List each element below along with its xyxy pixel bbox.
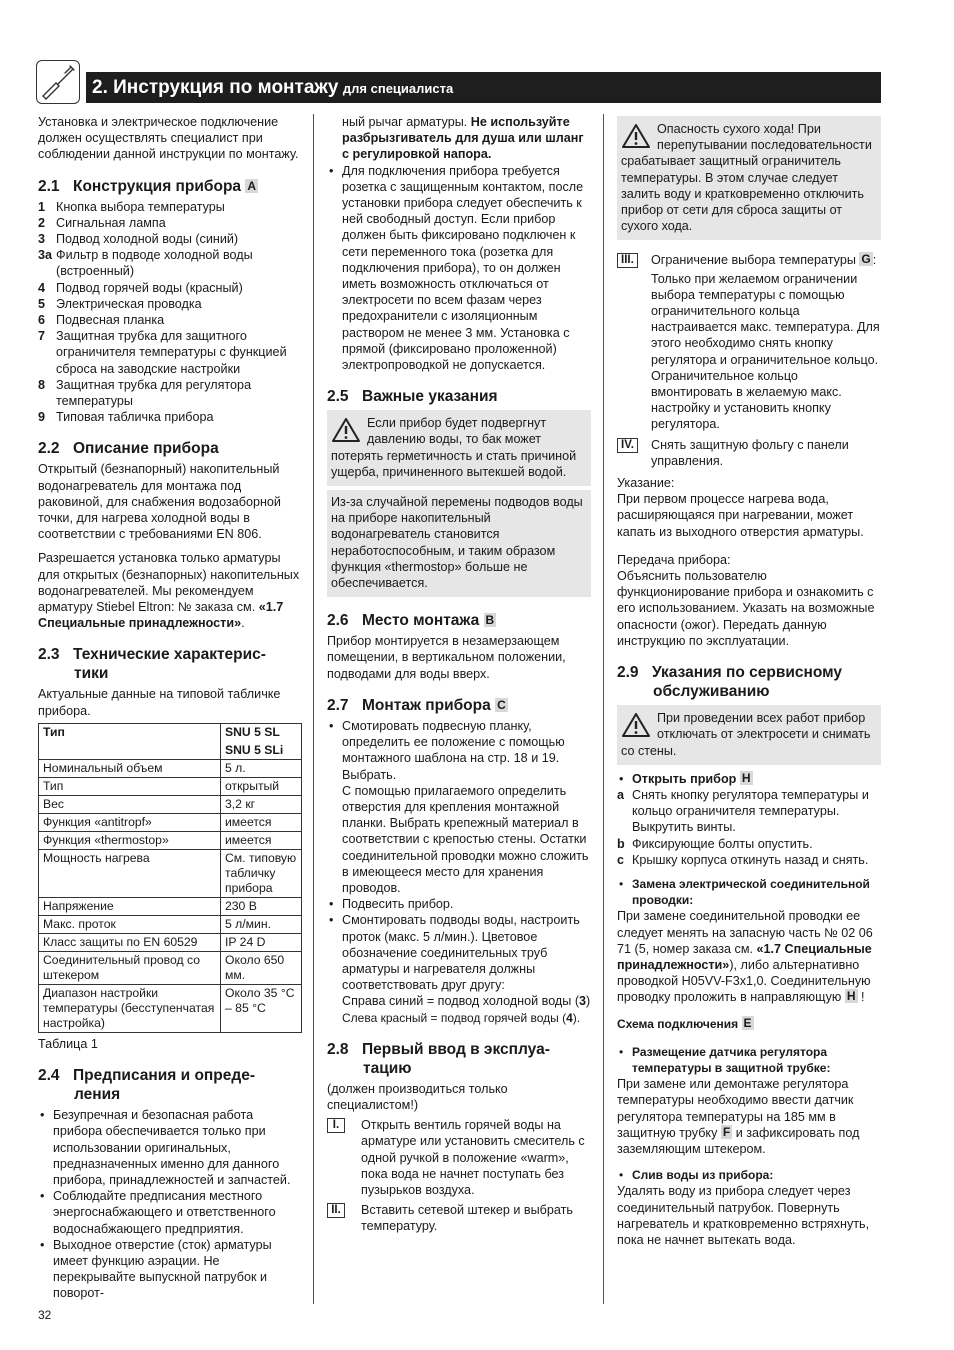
list-item: 4 Подвод горячей воды (красный) bbox=[38, 280, 243, 295]
note-text: Из-за случайной перемены подводов воды на приборе накопительный водонагреватель становится неработоспособным, и таким образом функция «thermostop» больше не обеспечивается. bbox=[331, 495, 583, 591]
spec-table bbox=[38, 723, 302, 1033]
figure-tag: E bbox=[743, 1015, 752, 1030]
warning-text: При проведении всех работ прибор отключать от электросети и снимать со стены. bbox=[621, 711, 871, 758]
column-divider bbox=[313, 114, 314, 1304]
header-title: 2. Инструкция по монтажу bbox=[92, 77, 339, 98]
list-item: • Выходное отверстие (сток) арматуры имеет функцию аэрации. Не перекрывайте выпускной патрубок и поворот- bbox=[38, 1237, 302, 1302]
paragraph: ный рычаг арматуры. Не используйте разбрызгиватель для душа или шланг с регулировкой напора. bbox=[342, 115, 584, 162]
wiring-scheme-label: Схема подключения E bbox=[617, 1015, 752, 1031]
step-2: II. Вставить сетевой штекер и выбрать температуру. bbox=[327, 1202, 591, 1234]
replace-wiring-heading bbox=[617, 876, 881, 908]
section-2-7-heading: 2.7 Монтаж прибора C bbox=[327, 696, 506, 714]
list-item: 3 Подвод холодной воды (синий) bbox=[38, 232, 239, 247]
list-item: • Безупречная и безопасная работа прибора обеспечивается только при использовании оригинальных, предназначенных именно для данного прибора, принадлежностей и запчастей. bbox=[38, 1107, 302, 1188]
warning-text: Опасность сухого хода! При перепутывании последовательности срабатывает защитный ограничитель температуры. В этом случае следует залить воду и кратковременно отключить прибор от сети для сброса защиты от сухого хода. bbox=[621, 122, 872, 234]
note-box bbox=[327, 490, 591, 597]
section-2-3-heading: 2.3 Технические характерис- тики bbox=[38, 646, 266, 683]
list-item: • Слив воды из прибора: bbox=[617, 1167, 881, 1183]
list-item: • Открыть прибор H bbox=[617, 771, 881, 787]
list-item: • Подвесить прибор. bbox=[327, 896, 591, 912]
table-row: Номинальный объем 5 л. bbox=[39, 759, 302, 777]
warning-icon bbox=[621, 123, 651, 149]
section-2-6-heading: 2.6 Место монтажа B bbox=[327, 612, 495, 630]
mounting-list bbox=[327, 718, 591, 1026]
figure-tag: H bbox=[741, 770, 751, 785]
drain-heading bbox=[617, 1167, 881, 1183]
list-item: • Смонтировать подводы воды, настроить проток (макс. 5 л/мин.). Цветовое обозначение соединительных труб арматуры и нагревателя должны соответствовать друг другу: Справа синий = подвод холодной воды (3) Слева красный = подвод горячей воды (4). bbox=[327, 912, 591, 1025]
figure-tag: C bbox=[497, 697, 506, 712]
figure-tag: G bbox=[861, 252, 871, 267]
figure-tag: A bbox=[247, 178, 257, 193]
rules-list bbox=[38, 1107, 302, 1301]
paragraph: Удалять воду из прибора следует через соединительный патрубок. Повернуть нагреватель и кратковременно встряхнуть, пока не начнет вытекать вода. bbox=[617, 1184, 870, 1247]
warning-icon bbox=[621, 712, 651, 738]
paragraph: При замене или демонтаже регулятора температуры необходимо ввести датчик регулятора температуры на 185 мм в защитную трубку F и зафиксировать под заземляющим штекером. bbox=[617, 1077, 860, 1156]
service-list bbox=[617, 771, 881, 787]
figure-tag: B bbox=[485, 613, 495, 628]
list-item: 1 Кнопка выбора температуры bbox=[38, 199, 225, 214]
rules-list-continued bbox=[327, 163, 591, 374]
list-item: • Соблюдайте предписания местного энергоснабжающего и ответственного водоснабжающего предприятия. bbox=[38, 1188, 302, 1237]
table-row: Соединительный провод со штекером Около 650 мм. bbox=[39, 951, 302, 984]
column-divider bbox=[603, 114, 604, 1304]
section-2-2-heading: 2.2 Описание прибора bbox=[38, 440, 219, 458]
step-3: III. Ограничение выбора температуры G : Только при желаемом ограничении выбора температуры с помощью ограничительного кольца настраивается макс. температура. Для этого необходимо снять кнопку регулятора и ограничительное кольцо. Ограничительное кольцо вмонтировать в желаемую макс. настройку и установить кнопку регулятора. bbox=[617, 252, 881, 432]
table-caption: Таблица 1 bbox=[38, 1036, 98, 1051]
parts-list bbox=[38, 199, 302, 426]
table-row: Мощность нагрева См. типовую табличку прибора bbox=[39, 849, 302, 897]
warning-icon bbox=[331, 417, 361, 443]
intro-text: Установка и электрическое подключение должен осуществлять специалист при соблюдении данной инструкции по монтажу. bbox=[38, 115, 299, 162]
page-number: 32 bbox=[38, 1308, 52, 1322]
list-item: • Размещение датчика регулятора температуры в защитной трубке: bbox=[617, 1044, 881, 1076]
warning-box bbox=[327, 410, 591, 486]
paragraph: (должен производиться только специалистом!) bbox=[327, 1081, 508, 1112]
table-row: Диапазон настройки температуры (бесступенчатая настройка) Около 35 °C – 85 °C bbox=[39, 984, 302, 1032]
section-2-1-heading: 2.1 Конструкция прибора A bbox=[38, 177, 257, 195]
sensor-heading bbox=[617, 1044, 881, 1076]
table-header-row: Тип SNU 5 SL SNU 5 SLi bbox=[39, 723, 302, 759]
paragraph: Прибор монтируется в незамерзающем помещении, в вертикальном положении, подводами для воды вверх. bbox=[327, 634, 566, 681]
section-2-5-heading: 2.5 Важные указания bbox=[327, 388, 498, 406]
list-item: 9 Типовая табличка прибора bbox=[38, 410, 214, 425]
paragraph: Объяснить пользователю функционирование прибора и ознакомить с его использованием. Указать на возможные опасности (ожог). Передать данную инструкцию по эксплуатации. bbox=[617, 569, 875, 648]
step-4: IV. Снять защитную фольгу с панели управления. bbox=[617, 437, 881, 469]
list-item: 6 Подвесная планка bbox=[38, 313, 165, 328]
paragraph: Открытый (безнапорный) накопительный водонагреватель для монтажа под раковиной, для снабжения водозаборной точки, для нагрева холодной воды в соответствии с требованиями EN 806. bbox=[38, 462, 281, 542]
section-2-4-heading: 2.4 Предписания и опреде- ления bbox=[38, 1067, 256, 1104]
list-item: b Фиксирующие болты опустить. bbox=[617, 836, 813, 851]
list-item: 7 Защитная трубка для защитного ограничителя температуры с функцией сброса на заводские настройки bbox=[38, 329, 287, 376]
table-row: Функция «antitropf» имеется bbox=[39, 813, 302, 831]
list-item: c Крышку корпуса откинуть назад и снять. bbox=[617, 852, 869, 867]
table-row: Тип открытый bbox=[39, 777, 302, 795]
figure-tag: F bbox=[722, 1124, 731, 1139]
list-item: • Замена электрической соединительной проводки: bbox=[617, 876, 881, 908]
column-1 bbox=[38, 114, 302, 1302]
paragraph: При первом процессе нагрева вода, расширяющаяся при нагревании, может капать из выходного отверстия арматуры. bbox=[617, 492, 864, 539]
list-item: 2 Сигнальная лампа bbox=[38, 215, 166, 230]
list-item: • Для подключения прибора требуется розетка с защищенным контактом, после установки прибора следует обеспечить к ней свободный доступ. Если прибор должен быть фиксировано подключен к сети переменного тока (розетка для подключения прибора), то он должен иметь возможность отключаться от электросети по всем фазам через предохранители с изоляционным раствором не менее 3 мм. Установка с прямой (фиксировано проложенной) электропроводкой не допускается. bbox=[327, 163, 591, 374]
warning-box bbox=[617, 705, 881, 765]
column-3 bbox=[617, 114, 881, 1248]
header-subtitle: для специалиста bbox=[342, 81, 454, 96]
list-item: 3а Фильтр в подводе холодной воды (встроенный) bbox=[38, 248, 253, 279]
section-2-9-heading: 2.9 Указания по сервисному обслуживанию bbox=[617, 664, 843, 701]
table-row: Функция «thermostop» имеется bbox=[39, 831, 302, 849]
warning-text: Если прибор будет подвергнут давлению воды, то бак может потерять герметичность и стать причиной ущерба, причиненного вытекшей водой. bbox=[331, 416, 577, 479]
note-label: Указание: bbox=[617, 476, 675, 491]
list-item: 8 Защитная трубка для регулятора температуры bbox=[38, 377, 252, 409]
list-item: a Снять кнопку регулятора температуры и кольцо ограничителя температуры. Выкрутить винты. bbox=[617, 787, 869, 835]
screwdriver-icon bbox=[36, 60, 80, 104]
paragraph: Разрешается установка только арматуры для открытых (безнапорных) накопительных водонагревателей. Мы рекомендуем арматуру Stiebel Eltron: № заказа см. «1.7 Специальные принадлежности». bbox=[38, 551, 300, 631]
list-item: 5 Электрическая проводка bbox=[38, 296, 202, 311]
table-row: Вес 3,2 кг bbox=[39, 795, 302, 813]
table-row: Класс защиты по EN 60529 IP 24 D bbox=[39, 933, 302, 951]
table-row: Напряжение 230 В bbox=[39, 897, 302, 915]
list-item: • Смотировать подвесную планку, определить ее положение с помощью монтажного шаблона на стр. 18 и 19. Выбрать. С помощью прилагаемого определить отверстия для крепления монтажной планки. Выбрать крепежный материал в соответствии с крепостью стены. Остатки соединительной проводки можно сложить в имеющееся место для хранения проводов. bbox=[327, 718, 591, 896]
section-2-8-heading: 2.8 Первый ввод в эксплуа- тацию bbox=[327, 1040, 550, 1077]
handover-label: Передача прибора: bbox=[617, 552, 731, 567]
table-row: Макс. проток 5 л/мин. bbox=[39, 915, 302, 933]
section-header bbox=[86, 72, 881, 103]
warning-box bbox=[617, 116, 881, 240]
column-2 bbox=[327, 114, 591, 1239]
paragraph: При замене соединительной проводки ее следует менять на запасную часть № 02 06 71 (5, номер заказа см. «1.7 Специальные принадлежности»), либо альтернативно проводкой H05VV-F3x1,0. Соединительную проводку проложить в направляющую H ! bbox=[617, 909, 873, 1005]
paragraph: Актуальные данные на типовой табличке прибора. bbox=[38, 687, 281, 718]
figure-tag: H bbox=[846, 989, 856, 1004]
step-1: I. Открыть вентиль горячей воды на арматуре или установить смеситель с одной ручкой в положение «warm», пока вода не начнет поступать без пузырьков воздуха. bbox=[327, 1117, 591, 1198]
